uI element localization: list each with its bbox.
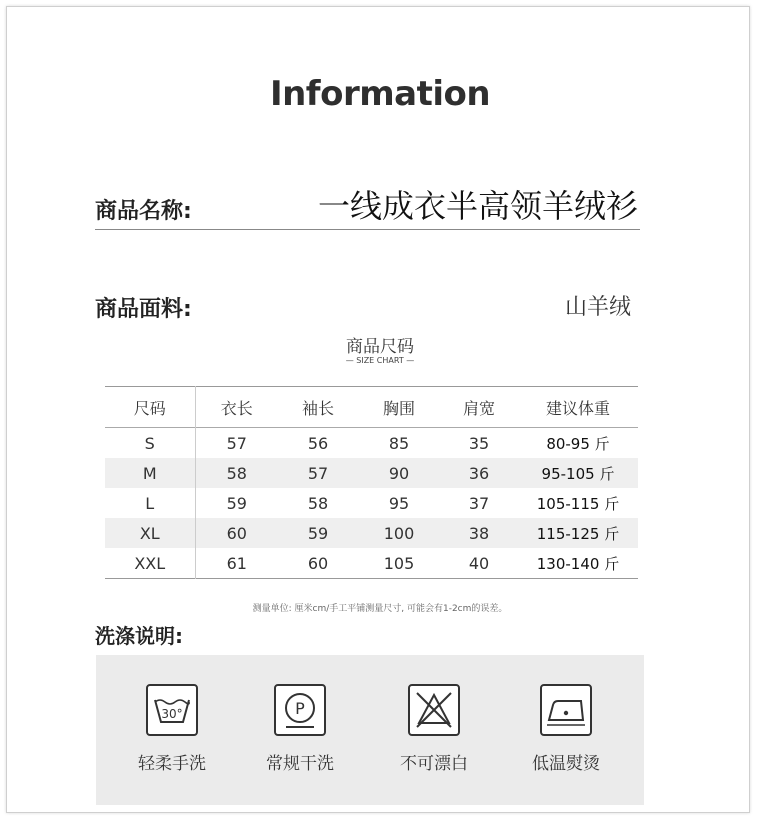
- care-item-hand-wash: [122, 683, 222, 774]
- product-name-label: 商品名称:: [95, 199, 192, 224]
- dry-clean-p-icon: [273, 683, 327, 737]
- table-header-row: [105, 387, 638, 428]
- svg-text:30°: 30°: [161, 707, 183, 721]
- header-length: 衣长: [220, 398, 253, 418]
- cell-chest: 100: [383, 523, 415, 543]
- care-label: 低温熨烫: [532, 754, 600, 774]
- header-chest: 胸围: [382, 398, 415, 418]
- table-row: [105, 488, 638, 518]
- header-shoulder: 肩宽: [462, 398, 495, 418]
- cell-weight: 95-105 斤: [541, 464, 615, 483]
- iron-low-icon: [539, 683, 593, 737]
- size-chart-title: 商品尺码: [346, 337, 414, 357]
- cell-shoulder: 36: [468, 463, 490, 483]
- wash-30-icon: [145, 683, 199, 737]
- table-row: [105, 428, 638, 459]
- measurement-note: 测量单位: 厘米cm/手工平铺测量尺寸, 可能会有1-2cm的误差。: [252, 604, 508, 614]
- cell-chest: 85: [388, 433, 410, 453]
- care-item-dry-clean: [250, 683, 350, 774]
- cell-size: XXL: [105, 548, 195, 579]
- care-item-low-iron: [516, 683, 616, 774]
- cell-weight: 105-115 斤: [536, 494, 620, 513]
- cell-size: L: [105, 488, 195, 518]
- material-value: 山羊绒: [565, 295, 632, 320]
- cell-length: 61: [226, 553, 247, 573]
- cell-shoulder: 37: [468, 493, 490, 513]
- care-heading: 洗涤说明:: [95, 624, 183, 648]
- care-label: 轻柔手洗: [138, 754, 206, 774]
- size-table: [105, 386, 638, 579]
- page-title: Information: [269, 74, 491, 114]
- cell-chest: 105: [383, 553, 415, 573]
- svg-text:P: P: [295, 699, 305, 718]
- cell-sleeve: 59: [307, 523, 329, 543]
- cell-weight: 115-125 斤: [536, 524, 620, 543]
- cell-size: XL: [105, 518, 195, 548]
- header-sleeve: 袖长: [301, 398, 334, 418]
- care-label: 常规干洗: [266, 754, 334, 774]
- cell-length: 60: [226, 523, 247, 543]
- cell-sleeve: 60: [307, 553, 329, 573]
- cell-weight: 130-140 斤: [536, 554, 620, 573]
- cell-size: M: [105, 458, 195, 488]
- cell-chest: 95: [388, 493, 410, 513]
- cell-shoulder: 38: [468, 523, 490, 543]
- product-name-value: 一线成衣半高领羊绒衫: [318, 187, 639, 225]
- cell-size: S: [105, 428, 195, 459]
- table-row: [105, 518, 638, 548]
- care-instructions: [96, 655, 644, 805]
- cell-sleeve: 56: [307, 433, 329, 453]
- material-label: 商品面料:: [95, 297, 192, 322]
- cell-length: 58: [226, 463, 247, 483]
- care-item-no-bleach: [384, 683, 484, 774]
- header-weight: 建议体重: [545, 398, 610, 418]
- table-row: [105, 458, 638, 488]
- cell-length: 57: [226, 433, 247, 453]
- cell-shoulder: 35: [468, 433, 490, 453]
- header-size: 尺码: [105, 387, 195, 428]
- table-row: [105, 548, 638, 579]
- cell-sleeve: 58: [307, 493, 329, 513]
- cell-weight: 80-95 斤: [546, 434, 610, 453]
- divider: [95, 229, 640, 230]
- cell-chest: 90: [388, 463, 410, 483]
- cell-length: 59: [226, 493, 247, 513]
- cell-shoulder: 40: [468, 553, 490, 573]
- cell-sleeve: 57: [307, 463, 329, 483]
- care-label: 不可漂白: [400, 754, 468, 774]
- size-chart-subtitle: — SIZE CHART —: [345, 356, 415, 365]
- no-bleach-icon: [407, 683, 461, 737]
